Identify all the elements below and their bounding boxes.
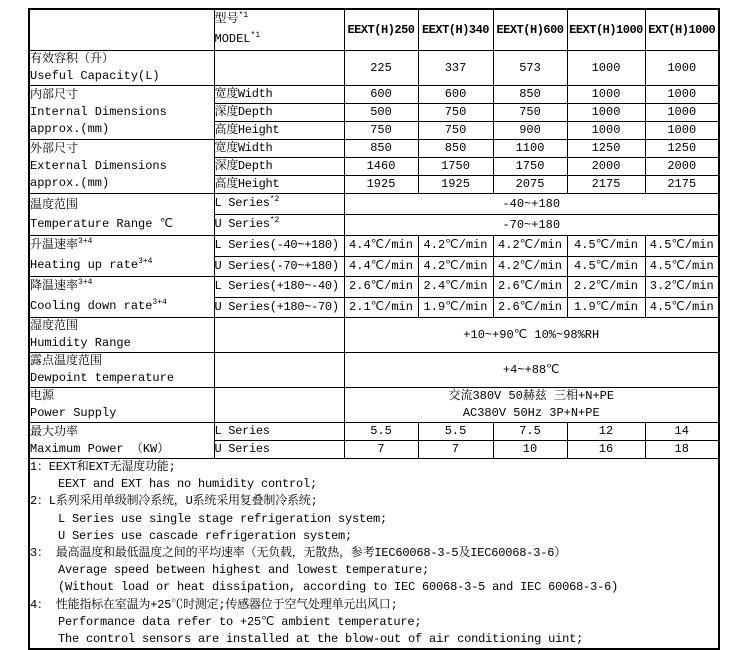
heating-u-value: 4.5℃/min xyxy=(567,256,645,277)
external-label-approx: approx.(mm) xyxy=(30,176,110,190)
col-header-model-2: EEXT(H)340 xyxy=(418,9,493,51)
dewpoint-sub-empty xyxy=(214,353,344,388)
footnote-ref: 3+4 xyxy=(78,278,93,287)
external-depth-value: 1460 xyxy=(344,158,418,176)
max-power-u-value: 7 xyxy=(418,441,493,459)
internal-depth-value: 750 xyxy=(418,104,493,122)
internal-label-zh: 内部尺寸 xyxy=(30,88,79,102)
power-supply-label-en: Power Supply xyxy=(30,406,117,420)
max-power-u-value: 10 xyxy=(493,441,567,459)
footnote-ref: 3+4 xyxy=(152,298,167,307)
max-power-l-value: 7.5 xyxy=(493,423,567,441)
cooling-label-zh: 降温速率$^{3+4}$ xyxy=(30,278,93,293)
power-supply-label xyxy=(29,388,214,423)
footnote-ref: *1 xyxy=(238,11,249,20)
temp-range-label xyxy=(29,194,214,236)
internal-depth-value: 1000 xyxy=(567,104,645,122)
heating-u-value: 4.5℃/min xyxy=(645,256,719,277)
footnote-line: U Series use cascade refrigeration system; xyxy=(58,528,353,543)
external-depth-value: 1750 xyxy=(418,158,493,176)
cooling-u-value: 1.9℃/min xyxy=(567,297,645,318)
external-height-value: 2175 xyxy=(567,176,645,194)
internal-depth-value: 1000 xyxy=(645,104,719,122)
external-depth-value: 2000 xyxy=(567,158,645,176)
internal-depth-sublabel: 深度Depth xyxy=(214,104,344,122)
power-supply-sub-empty xyxy=(214,388,344,423)
footnote-line: 1：EEXT和EXT无湿度功能; xyxy=(30,460,176,474)
cooling-l-value: 2.6℃/min xyxy=(493,277,567,298)
heating-u-value: 4.2℃/min xyxy=(418,256,493,277)
external-height-value: 1925 xyxy=(418,176,493,194)
capacity-label-zh: 有效容积（升） xyxy=(30,52,115,66)
external-depth-value: 1750 xyxy=(493,158,567,176)
external-width-value: 850 xyxy=(344,140,418,158)
humidity-sub-empty xyxy=(214,318,344,353)
footnotes-row xyxy=(29,459,719,650)
internal-dims-label xyxy=(29,86,214,140)
footnote-line: Performance data refer to +25℃ ambient temperature; xyxy=(58,614,422,629)
dewpoint-label-zh: 露点温度范围 xyxy=(30,354,103,368)
external-height-value: 2175 xyxy=(645,176,719,194)
dewpoint-label-en: Dewpoint temperature xyxy=(30,371,175,385)
internal-width-value: 600 xyxy=(418,86,493,104)
model-label-zh: 型号$^{*1}$ xyxy=(214,11,249,26)
footnote-ref: *2 xyxy=(269,216,280,225)
dewpoint-row xyxy=(29,353,719,388)
external-width-value: 850 xyxy=(418,140,493,158)
internal-label-approx: approx.(mm) xyxy=(30,122,110,136)
max-power-l-row xyxy=(29,423,719,441)
external-height-value: 2075 xyxy=(493,176,567,194)
external-height-sublabel: 高度Height xyxy=(214,176,344,194)
cooling-rate-label xyxy=(29,277,214,318)
footnote-line: The control sensors are installed at the blow-out of air conditioning uint; xyxy=(58,632,584,647)
external-width-value: 1250 xyxy=(645,140,719,158)
internal-depth-value: 500 xyxy=(344,104,418,122)
humidity-value: +10~+90℃ 10%~98%RH xyxy=(344,318,719,353)
external-dims-label xyxy=(29,140,214,194)
temp-range-u-value: -70~+180 xyxy=(344,215,719,236)
model-header-cell xyxy=(214,9,344,51)
footnote-line: 4： 性能指标在室温为+25℃时测定;传感器位于空气处理单元出风口; xyxy=(30,597,398,612)
temp-range-label-en: Temperature Range ℃ xyxy=(30,216,174,231)
power-supply-value xyxy=(344,388,719,423)
dewpoint-value: +4~+88℃ xyxy=(344,353,719,388)
internal-width-sublabel: 宽度Width xyxy=(214,86,344,104)
heating-u-value: 4.4℃/min xyxy=(344,256,418,277)
col-header-model-4: EEXT(H)1000 xyxy=(567,9,645,51)
heating-u-value: 4.2℃/min xyxy=(493,256,567,277)
external-width-sublabel: 宽度Width xyxy=(214,140,344,158)
temp-range-u-sublabel: U Series$^{*2}$ xyxy=(214,215,344,236)
capacity-label-en: Useful Capacity(L) xyxy=(30,69,160,83)
cooling-u-sublabel: U Series(+180~-70) xyxy=(214,297,344,318)
capacity-sub-empty xyxy=(214,51,344,86)
model-label-en: MODEL$^{*1}$ xyxy=(214,31,261,46)
cooling-l-value: 2.2℃/min xyxy=(567,277,645,298)
max-power-l-value: 5.5 xyxy=(344,423,418,441)
col-header-model-1: EEXT(H)250 xyxy=(344,9,418,51)
max-power-label-en: Maximum Power （KW） xyxy=(30,441,170,456)
footnote-line: EEXT and EXT has no humidity control; xyxy=(58,477,318,492)
temp-range-l-value: -40~+180 xyxy=(344,194,719,215)
footnote-line: 2：L系列采用单级制冷系统，U系统采用复叠制冷系统; xyxy=(30,494,318,509)
col-header-model-5: EXT(H)1000 xyxy=(645,9,719,51)
internal-height-sublabel: 高度Height xyxy=(214,122,344,140)
footnote-line: L Series use single stage refrigeration system; xyxy=(58,511,388,526)
header-row xyxy=(29,9,719,51)
footnote-ref: *1 xyxy=(250,31,261,40)
cooling-l-value: 3.2℃/min xyxy=(645,277,719,298)
internal-height-value: 900 xyxy=(493,122,567,140)
max-power-u-value: 18 xyxy=(645,441,719,459)
cooling-label-en: Cooling down rate$^{3+4}$ xyxy=(30,298,167,313)
internal-width-value: 600 xyxy=(344,86,418,104)
heating-l-value: 4.2℃/min xyxy=(493,236,567,257)
internal-height-value: 750 xyxy=(344,122,418,140)
humidity-label-en: Humidity Range xyxy=(30,336,131,350)
internal-height-value: 1000 xyxy=(645,122,719,140)
power-supply-value-zh: 交流380V 50赫兹 三相+N+PE xyxy=(448,389,615,403)
capacity-value: 1000 xyxy=(645,51,719,86)
external-height-value: 1925 xyxy=(344,176,418,194)
capacity-value: 573 xyxy=(493,51,567,86)
footnotes-cell xyxy=(29,459,719,650)
footnote-line: Average speed between highest and lowest temperature; xyxy=(58,563,430,578)
power-supply-row xyxy=(29,388,719,423)
cooling-l-row xyxy=(29,277,719,298)
heating-u-sublabel: U Series(-70~+180) xyxy=(214,256,344,277)
humidity-label-zh: 湿度范围 xyxy=(30,319,79,333)
temp-range-label-zh: 温度范围 xyxy=(30,197,79,212)
spec-table xyxy=(28,8,720,650)
footnote-line: 3： 最高温度和最低温度之间的平均速率（无负载，无散热，参考IEC60068-3-5及IEC60068-3-6） xyxy=(30,546,567,561)
spec-sheet xyxy=(28,8,720,650)
max-power-label xyxy=(29,423,214,459)
power-supply-label-zh: 电源 xyxy=(30,389,55,403)
capacity-row-label xyxy=(29,51,214,86)
external-depth-sublabel: 深度Depth xyxy=(214,158,344,176)
internal-width-value: 850 xyxy=(493,86,567,104)
external-label-en: External Dimensions xyxy=(30,159,167,173)
capacity-row xyxy=(29,51,719,86)
temp-range-l-row xyxy=(29,194,719,215)
internal-label-en: Internal Dimensions xyxy=(30,105,167,119)
heating-l-value: 4.2℃/min xyxy=(418,236,493,257)
internal-width-value: 1000 xyxy=(645,86,719,104)
cooling-l-value: 2.6℃/min xyxy=(344,277,418,298)
external-width-value: 1100 xyxy=(493,140,567,158)
internal-height-value: 750 xyxy=(418,122,493,140)
cooling-u-value: 1.9℃/min xyxy=(418,297,493,318)
external-depth-value: 2000 xyxy=(645,158,719,176)
cooling-l-sublabel: L Series(+180~-40) xyxy=(214,277,344,298)
capacity-value: 1000 xyxy=(567,51,645,86)
heating-label-zh: 升温速率$^{3+4}$ xyxy=(30,237,93,252)
max-power-u-sublabel: U Series xyxy=(214,441,344,459)
power-supply-value-en: AC380V 50Hz 3P+N+PE xyxy=(462,406,600,420)
cooling-u-value: 2.6℃/min xyxy=(493,297,567,318)
heating-l-value: 4.5℃/min xyxy=(645,236,719,257)
heating-l-sublabel: L Series(-40~+180) xyxy=(214,236,344,257)
max-power-u-value: 16 xyxy=(567,441,645,459)
heating-rate-label xyxy=(29,236,214,277)
footnote-ref: 3+4 xyxy=(138,257,153,266)
footnote-ref: 3+4 xyxy=(78,237,93,246)
humidity-label xyxy=(29,318,214,353)
humidity-row xyxy=(29,318,719,353)
capacity-value: 337 xyxy=(418,51,493,86)
max-power-label-zh: 最大功率 xyxy=(30,424,79,439)
capacity-value: 225 xyxy=(344,51,418,86)
heating-l-value: 4.5℃/min xyxy=(567,236,645,257)
internal-width-row xyxy=(29,86,719,104)
max-power-l-value: 12 xyxy=(567,423,645,441)
heating-l-value: 4.4℃/min xyxy=(344,236,418,257)
internal-width-value: 1000 xyxy=(567,86,645,104)
internal-depth-value: 750 xyxy=(493,104,567,122)
max-power-l-value: 14 xyxy=(645,423,719,441)
heating-label-en: Heating up rate$^{3+4}$ xyxy=(30,257,153,272)
cooling-l-value: 2.4℃/min xyxy=(418,277,493,298)
col-header-model-3: EEXT(H)600 xyxy=(493,9,567,51)
internal-height-value: 1000 xyxy=(567,122,645,140)
cooling-u-value: 4.5℃/min xyxy=(645,297,719,318)
external-width-value: 1250 xyxy=(567,140,645,158)
external-label-zh: 外部尺寸 xyxy=(30,142,79,156)
max-power-u-value: 7 xyxy=(344,441,418,459)
temp-range-l-sublabel: L Series$^{*2}$ xyxy=(214,194,344,215)
external-width-row xyxy=(29,140,719,158)
dewpoint-label xyxy=(29,353,214,388)
heating-l-row xyxy=(29,236,719,257)
footnote-ref: *2 xyxy=(269,195,280,204)
corner-empty-cell xyxy=(29,9,214,51)
max-power-l-sublabel: L Series xyxy=(214,423,344,441)
footnote-line: (Without load or heat dissipation, according to IEC 60068-3-5 and IEC 60068-3-6) xyxy=(58,580,619,595)
max-power-l-value: 5.5 xyxy=(418,423,493,441)
cooling-u-value: 2.1℃/min xyxy=(344,297,418,318)
